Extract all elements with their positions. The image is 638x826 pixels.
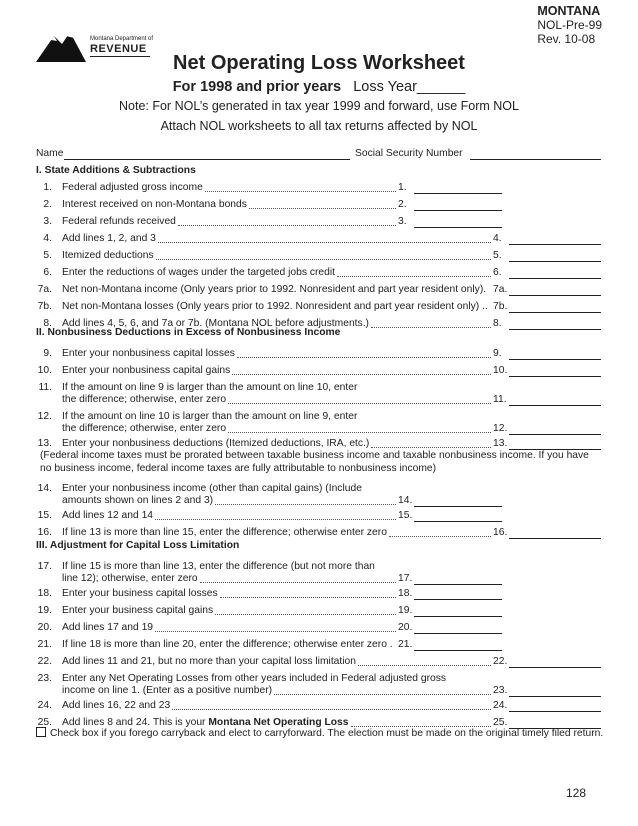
line-l18-ref: 18. bbox=[398, 588, 413, 599]
line-l8-number: 8. bbox=[43, 318, 52, 329]
line-l14-amount-field[interactable] bbox=[414, 506, 502, 507]
line-l12-number: 12. bbox=[37, 411, 52, 422]
line-l14-label-cont: amounts shown on lines 2 and 3) bbox=[62, 495, 214, 506]
line-l21-ref: 21. bbox=[398, 639, 413, 650]
line-l7b-ref: 7b. bbox=[493, 301, 508, 312]
line-l6-number: 6. bbox=[43, 267, 52, 278]
line-l11-number: 11. bbox=[38, 382, 52, 393]
line-l12-ref: 12. bbox=[493, 423, 508, 434]
dot-leader bbox=[371, 327, 491, 328]
dot-leader bbox=[249, 208, 396, 209]
line-l16-number: 16. bbox=[37, 527, 52, 538]
line-l23-label: Enter any Net Operating Losses from other years included in Federal adjusted gross bbox=[62, 673, 447, 684]
line-l11-label: If the amount on line 9 is larger than the amount on line 10, enter bbox=[62, 382, 358, 393]
dot-leader bbox=[158, 242, 491, 243]
section-3-heading: III. Adjustment for Capital Loss Limitation bbox=[36, 540, 240, 551]
note-line-2: Attach NOL worksheets to all tax returns affected by NOL bbox=[160, 119, 478, 133]
line-l11-ref: 11. bbox=[493, 394, 507, 405]
line-l2-amount-field[interactable] bbox=[414, 210, 502, 211]
line-l22-label: Add lines 11 and 21, but no more than your capital loss limitation bbox=[62, 656, 357, 667]
line-l15-ref: 15. bbox=[398, 510, 413, 521]
carryforward-row bbox=[36, 727, 603, 739]
subtitle bbox=[0, 79, 638, 95]
dot-leader bbox=[215, 614, 396, 615]
agency-name: Montana Department of bbox=[90, 36, 154, 42]
line-l23-amount-field[interactable] bbox=[509, 696, 601, 697]
line-l6-label: Enter the reductions of wages under the targeted jobs credit bbox=[62, 267, 336, 278]
dot-leader bbox=[178, 225, 396, 226]
subtitle-years: For 1998 and prior years bbox=[172, 79, 342, 95]
line-l15-number: 15. bbox=[37, 510, 52, 521]
line-l19-label: Enter your business capital gains bbox=[62, 605, 214, 616]
line-l18-number: 18. bbox=[37, 588, 52, 599]
line-l5-label: Itemized deductions bbox=[62, 250, 154, 261]
dot-leader bbox=[215, 504, 396, 505]
note-line-1: Note: For NOL’s generated in tax year 1999 and forward, use Form NOL bbox=[119, 99, 519, 113]
line-l11-label-cont: the difference; otherwise, enter zero bbox=[62, 394, 227, 405]
line-l20-amount-field[interactable] bbox=[414, 633, 502, 634]
line-l17-label: If line 15 is more than line 13, enter the difference (but not more than bbox=[62, 561, 375, 572]
line-l1-ref: 1. bbox=[398, 182, 407, 193]
carryforward-checkbox[interactable] bbox=[36, 727, 46, 737]
line-l10-ref: 10. bbox=[493, 365, 508, 376]
dot-leader bbox=[155, 519, 396, 520]
line-l1-number: 1. bbox=[43, 182, 52, 193]
line-l16-amount-field[interactable] bbox=[509, 538, 601, 539]
line-l17-number: 17. bbox=[37, 561, 52, 572]
dot-leader bbox=[155, 631, 396, 632]
line-l15-label: Add lines 12 and 14 bbox=[62, 510, 154, 521]
line-l12-label-cont: the difference; otherwise, enter zero bbox=[62, 423, 227, 434]
form-id-block bbox=[537, 4, 602, 46]
line-l13-label: Enter your nonbusiness deductions (Itemized deductions, IRA, etc.) bbox=[62, 438, 370, 449]
line-l17-label-cont: line 12); otherwise, enter zero bbox=[62, 573, 198, 584]
line-l14-label: Enter your nonbusiness income (other than capital gains) (Include bbox=[62, 483, 362, 494]
dot-leader bbox=[228, 432, 491, 433]
line-l2-label: Interest received on non-Montana bonds bbox=[62, 199, 247, 210]
line-l9-number: 9. bbox=[43, 348, 52, 359]
revision: Rev. 10-08 bbox=[537, 32, 596, 46]
line-l21-amount-field[interactable] bbox=[414, 650, 502, 651]
dot-leader bbox=[156, 259, 491, 260]
line-l20-label: Add lines 17 and 19 bbox=[62, 622, 154, 633]
line-l7b-amount-field[interactable] bbox=[509, 312, 601, 313]
dot-leader bbox=[337, 276, 491, 277]
line-l6-ref: 6. bbox=[493, 267, 502, 278]
line-l2-ref: 2. bbox=[398, 199, 407, 210]
line-l19-number: 19. bbox=[37, 605, 52, 616]
line-l19-amount-field[interactable] bbox=[414, 616, 502, 617]
line-l5-ref: 5. bbox=[493, 250, 502, 261]
line-l25-number: 25. bbox=[37, 717, 52, 728]
agency-revenue: REVENUE bbox=[90, 43, 147, 55]
name-field[interactable] bbox=[64, 159, 350, 160]
line-l6-amount-field[interactable] bbox=[509, 278, 601, 279]
line-l4-label: Add lines 1, 2, and 3 bbox=[62, 233, 156, 244]
section-2-heading: II. Nonbusiness Deductions in Excess of Nonbusiness Income bbox=[36, 327, 341, 338]
line-l23-number: 23. bbox=[37, 673, 52, 684]
line-l7b-number: 7b. bbox=[37, 301, 52, 312]
line-l3-ref: 3. bbox=[398, 216, 407, 227]
line-l25-ref: 25. bbox=[493, 717, 508, 728]
line-l24-label: Add lines 16, 22 and 23 bbox=[62, 700, 171, 711]
dot-leader bbox=[274, 694, 491, 695]
dot-leader bbox=[371, 447, 491, 448]
line-l3-number: 3. bbox=[43, 216, 52, 227]
line-l1-label: Federal adjusted gross income bbox=[62, 182, 203, 193]
page-title: Net Operating Loss Worksheet bbox=[173, 52, 465, 74]
line-l17-amount-field[interactable] bbox=[414, 584, 502, 585]
line-l3-amount-field[interactable] bbox=[414, 227, 502, 228]
line-l8-label: Add lines 4, 5, 6, and 7a or 7b. (Montana NOL before adjustments.) bbox=[62, 318, 369, 329]
line-l20-number: 20. bbox=[37, 622, 52, 633]
line-l24-number: 24. bbox=[37, 700, 52, 711]
line-l15-amount-field[interactable] bbox=[414, 521, 502, 522]
line-l9-ref: 9. bbox=[493, 348, 502, 359]
line-l19-ref: 19. bbox=[398, 605, 413, 616]
line-l16-label: If line 13 is more than line 15, enter the difference; otherwise enter zero bbox=[62, 527, 387, 538]
line-l4-number: 4. bbox=[43, 233, 52, 244]
line-l22-number: 22. bbox=[37, 656, 52, 667]
line-l22-amount-field[interactable] bbox=[509, 667, 601, 668]
line-l11-amount-field[interactable] bbox=[509, 405, 601, 406]
line-l20-ref: 20. bbox=[398, 622, 413, 633]
name-label: Name bbox=[36, 148, 64, 159]
line-l24-ref: 24. bbox=[493, 700, 508, 711]
state-label: MONTANA bbox=[537, 4, 601, 18]
dot-leader bbox=[172, 709, 491, 710]
form-id: NOL-Pre-99 bbox=[537, 18, 602, 32]
ssn-label: Social Security Number bbox=[355, 148, 463, 159]
line-l14-ref: 14. bbox=[398, 495, 413, 506]
line-l18-amount-field[interactable] bbox=[414, 599, 502, 600]
dot-leader bbox=[200, 582, 396, 583]
carryforward-text: Check box if you forego carryback and elect to carryforward. The election must be made on the original timely filed return. bbox=[50, 728, 604, 739]
dot-leader bbox=[237, 357, 491, 358]
loss-year-field[interactable]: Loss Year______ bbox=[353, 79, 466, 95]
line-l10-amount-field[interactable] bbox=[509, 376, 601, 377]
line-l23-ref: 23. bbox=[493, 685, 508, 696]
page-number: 128 bbox=[565, 786, 586, 800]
section-1-heading: I. State Additions & Subtractions bbox=[36, 165, 196, 176]
line-l24-amount-field[interactable] bbox=[509, 711, 601, 712]
line-l7a-label: Net non-Montana income (Only years prior to 1992. Nonresident and part year resident only). bbox=[62, 284, 487, 295]
ssn-field[interactable] bbox=[470, 159, 601, 160]
dot-leader bbox=[205, 191, 396, 192]
line-l14-number: 14. bbox=[37, 483, 52, 494]
line-l4-amount-field[interactable] bbox=[509, 244, 601, 245]
line-l8-ref: 8. bbox=[493, 318, 502, 329]
line-l10-label: Enter your nonbusiness capital gains bbox=[62, 365, 231, 376]
line-l4-ref: 4. bbox=[493, 233, 502, 244]
line-l22-ref: 22. bbox=[493, 656, 508, 667]
line-l13-ref: 13. bbox=[493, 438, 508, 449]
line-l12-amount-field[interactable] bbox=[509, 434, 601, 435]
line-l21-label: If line 18 is more than line 20, enter the difference; otherwise enter zero . bbox=[62, 639, 393, 650]
line-l8-amount-field[interactable] bbox=[509, 329, 601, 330]
line-l7a-amount-field[interactable] bbox=[509, 295, 601, 296]
dot-leader bbox=[228, 403, 491, 404]
dot-leader bbox=[358, 665, 491, 666]
line-l7a-ref: 7a. bbox=[493, 284, 508, 295]
line-l13-number: 13. bbox=[37, 438, 52, 449]
line-l2-number: 2. bbox=[43, 199, 52, 210]
line-l1-amount-field[interactable] bbox=[414, 193, 502, 194]
line-l23-label-cont: income on line 1. (Enter as a positive number) bbox=[62, 685, 273, 696]
line-l5-amount-field[interactable] bbox=[509, 261, 601, 262]
dot-leader bbox=[220, 597, 396, 598]
line-l12-label: If the amount on line 10 is larger than the amount on line 9, enter bbox=[62, 411, 358, 422]
dot-leader bbox=[389, 536, 491, 537]
line-l17-ref: 17. bbox=[398, 573, 413, 584]
line-l16-ref: 16. bbox=[493, 527, 508, 538]
line-l25-label: Add lines 8 and 24. This is your Montana Net Operating Loss bbox=[62, 717, 349, 728]
proration-note-1: (Federal income taxes must be prorated between taxable business income and taxable nonbusiness income. If you have bbox=[40, 450, 589, 461]
line-l21-number: 21. bbox=[37, 639, 52, 650]
line-l18-label: Enter your business capital losses bbox=[62, 588, 218, 599]
line-l10-number: 10. bbox=[37, 365, 52, 376]
line-l7b-label: Net non-Montana losses (Only years prior to 1992. Nonresident and part year resident only) .. bbox=[62, 301, 488, 312]
line-l7a-number: 7a. bbox=[37, 284, 52, 295]
line-l9-amount-field[interactable] bbox=[509, 359, 601, 360]
dot-leader bbox=[232, 374, 491, 375]
line-l5-number: 5. bbox=[43, 250, 52, 261]
proration-note-2: no business income, federal income taxes are fully attributable to nonbusiness income) bbox=[40, 463, 437, 474]
line-l9-label: Enter your nonbusiness capital losses bbox=[62, 348, 235, 359]
line-l3-label: Federal refunds received bbox=[62, 216, 176, 227]
